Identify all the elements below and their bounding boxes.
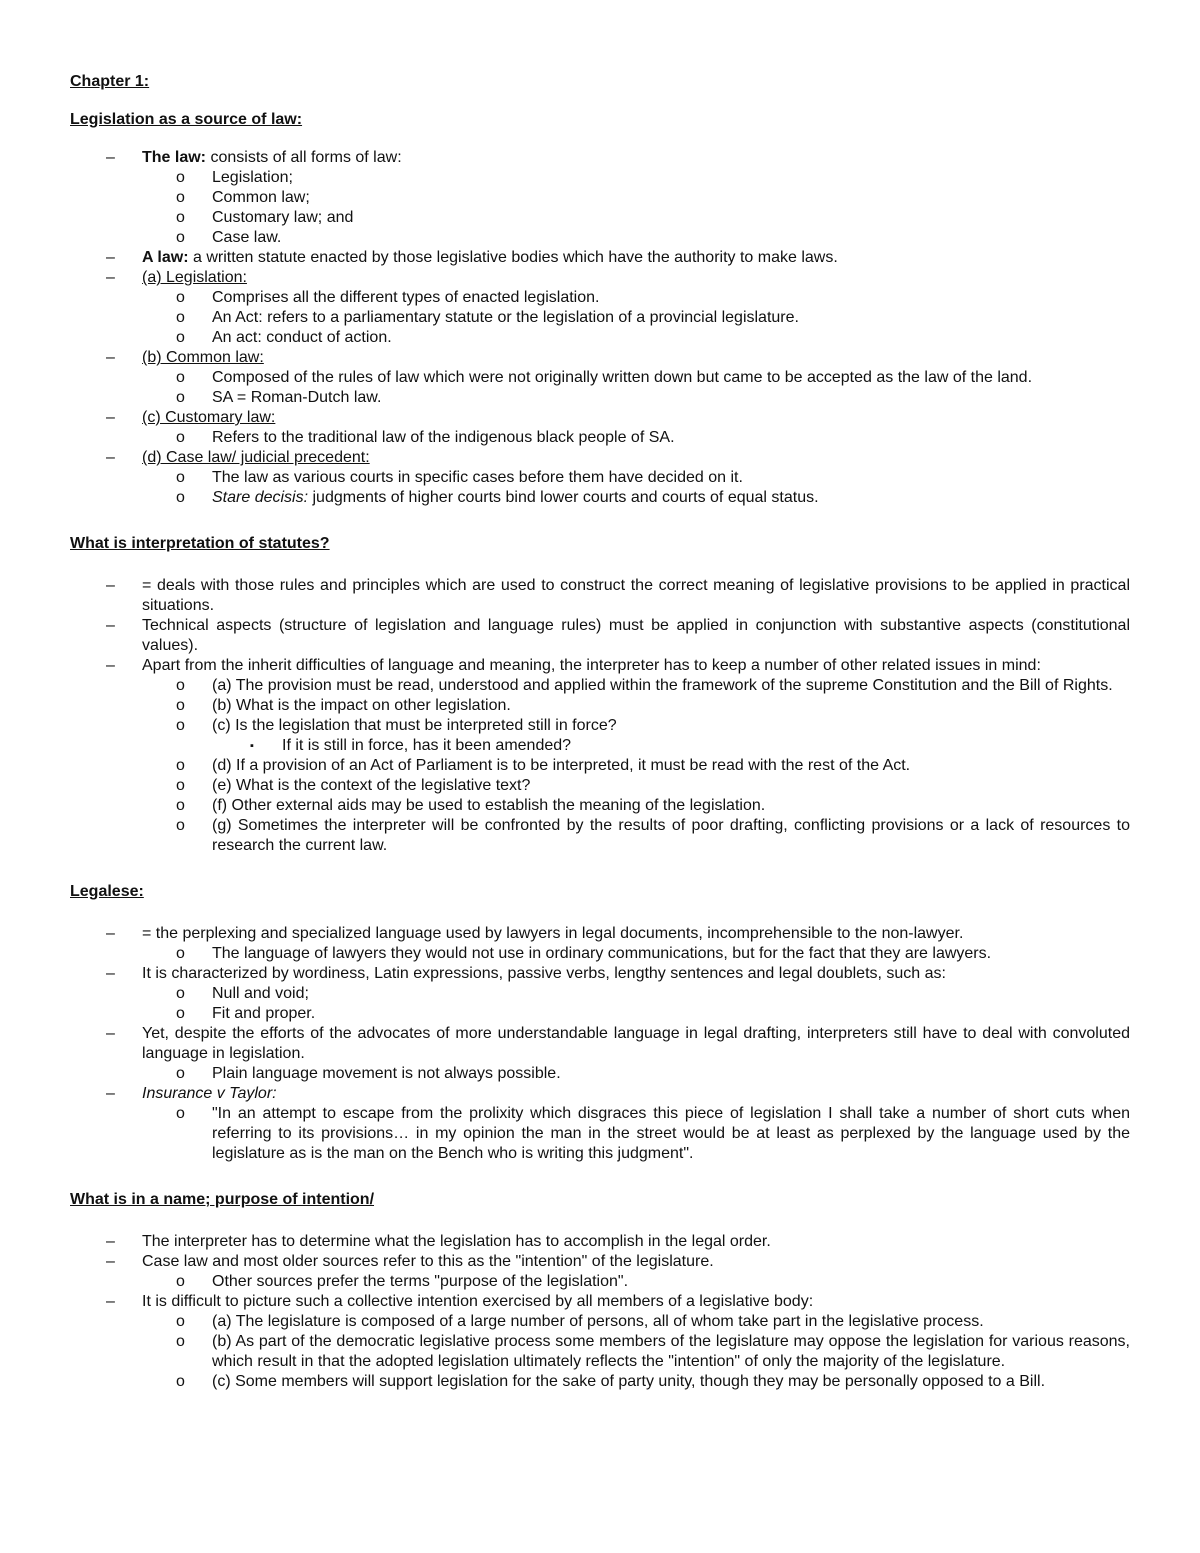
dash-bullet-icon: – xyxy=(106,925,115,942)
item-text: Case law. xyxy=(212,229,282,246)
circle-bullet-icon: o xyxy=(176,189,185,206)
sub-bullet-item xyxy=(70,228,1130,248)
item-text: (e) What is the context of the legislative text? xyxy=(212,777,531,794)
circle-bullet-icon: o xyxy=(176,229,185,246)
section-heading: Legalese: xyxy=(70,883,144,900)
item-text: consists of all forms of law: xyxy=(206,149,402,166)
bullet-item xyxy=(70,964,1130,984)
spacer xyxy=(70,1210,1130,1232)
bullet-item xyxy=(70,576,1130,616)
case-name: Insurance v Taylor: xyxy=(142,1085,277,1102)
item-text: (c) Some members will support legislation for the sake of party unity, though they may be personally opposed to a Bill. xyxy=(212,1373,1046,1390)
document-page xyxy=(70,72,1130,1392)
dash-bullet-icon: – xyxy=(106,1085,115,1102)
item-text: (f) Other external aids may be used to establish the meaning of the legislation. xyxy=(212,797,766,814)
sub-bullet-item xyxy=(70,1064,1130,1084)
circle-bullet-icon: o xyxy=(176,369,185,386)
subheading-label: (a) Legislation: xyxy=(142,269,247,286)
bullet-item xyxy=(70,448,1130,468)
sub-bullet-item xyxy=(70,696,1130,716)
item-text: An act: conduct of action. xyxy=(212,329,392,346)
sub-bullet-item xyxy=(70,1104,1130,1164)
section-heading: Legislation as a source of law: xyxy=(70,111,303,128)
sub-bullet-item xyxy=(70,676,1130,696)
dash-bullet-icon: – xyxy=(106,657,115,674)
circle-bullet-icon: o xyxy=(176,1005,185,1022)
sub-bullet-item xyxy=(70,368,1130,388)
sub-bullet-item xyxy=(70,208,1130,228)
item-text: = the perplexing and specialized language used by lawyers in legal documents, incomprehensible to the non-lawyer. xyxy=(142,925,964,942)
circle-bullet-icon: o xyxy=(176,945,185,962)
circle-bullet-icon: o xyxy=(176,1333,185,1350)
section-heading: What is in a name; purpose of intention/ xyxy=(70,1191,375,1208)
bullet-item xyxy=(70,248,1130,268)
subheading-label: (d) Case law/ judicial precedent: xyxy=(142,449,370,466)
sub-bullet-item xyxy=(70,716,1130,736)
circle-bullet-icon: o xyxy=(176,1273,185,1290)
circle-bullet-icon: o xyxy=(176,1373,185,1390)
square-bullet-icon: ▪ xyxy=(250,740,254,752)
dash-bullet-icon: – xyxy=(106,577,115,594)
bullet-item xyxy=(70,616,1130,656)
sub-bullet-item xyxy=(70,1004,1130,1024)
item-text: It is difficult to picture such a collective intention exercised by all members of a legislative body: xyxy=(142,1293,814,1310)
bullet-item xyxy=(70,268,1130,288)
item-text: = deals with those rules and principles which are used to construct the correct meaning of legislative provisions to be applied in practical situations. xyxy=(142,577,1130,614)
sub-bullet-item xyxy=(70,188,1130,208)
sub-bullet-item xyxy=(70,756,1130,776)
circle-bullet-icon: o xyxy=(176,697,185,714)
item-text: Other sources prefer the terms "purpose of the legislation". xyxy=(212,1273,629,1290)
sub-bullet-item xyxy=(70,1272,1130,1292)
item-text: Customary law; and xyxy=(212,209,354,226)
spacer xyxy=(70,902,1130,924)
sub-bullet-item xyxy=(70,944,1130,964)
spacer xyxy=(70,554,1130,576)
bullet-item xyxy=(70,1292,1130,1312)
item-text: Case law and most older sources refer to this as the "intention" of the legislature. xyxy=(142,1253,714,1270)
item-text: judgments of higher courts bind lower courts and courts of equal status. xyxy=(308,489,819,506)
sub-bullet-item xyxy=(70,488,1130,508)
chapter-title: Chapter 1: xyxy=(70,73,150,90)
item-text: (d) If a provision of an Act of Parliament is to be interpreted, it must be read with the rest of the Act. xyxy=(212,757,911,774)
spacer xyxy=(70,130,1130,148)
item-text: Fit and proper. xyxy=(212,1005,316,1022)
dash-bullet-icon: – xyxy=(106,249,115,266)
item-text: An Act: refers to a parliamentary statute or the legislation of a provincial legislature. xyxy=(212,309,799,326)
section-heading: What is interpretation of statutes? xyxy=(70,535,330,552)
item-text: The interpreter has to determine what the legislation has to accomplish in the legal order. xyxy=(142,1233,771,1250)
item-text: (b) As part of the democratic legislative process some members of the legislature may oppose the legislation for various reasons, which result in that the adopted legislation ultimately reflects the "intention" of only the majority of the legislature. xyxy=(212,1333,1130,1370)
item-text: The language of lawyers they would not use in ordinary communications, but for the fact that they are lawyers. xyxy=(212,945,992,962)
item-text: Refers to the traditional law of the indigenous black people of SA. xyxy=(212,429,675,446)
sub-bullet-item xyxy=(70,984,1130,1004)
circle-bullet-icon: o xyxy=(176,469,185,486)
circle-bullet-icon: o xyxy=(176,985,185,1002)
circle-bullet-icon: o xyxy=(176,717,185,734)
sub-bullet-item xyxy=(70,328,1130,348)
sub-bullet-item xyxy=(70,388,1130,408)
item-text: Composed of the rules of law which were not originally written down but came to be accepted as the law of the land. xyxy=(212,369,1033,386)
dash-bullet-icon: – xyxy=(106,1233,115,1250)
circle-bullet-icon: o xyxy=(176,309,185,326)
item-text: If it is still in force, has it been amended? xyxy=(282,737,572,754)
spacer xyxy=(70,508,1130,534)
bullet-item xyxy=(70,924,1130,944)
dash-bullet-icon: – xyxy=(106,1253,115,1270)
term-label: A law: xyxy=(142,249,189,266)
sub-bullet-item xyxy=(70,776,1130,796)
term-label: The law: xyxy=(142,149,207,166)
subheading-label: (c) Customary law: xyxy=(142,409,276,426)
circle-bullet-icon: o xyxy=(176,777,185,794)
circle-bullet-icon: o xyxy=(176,289,185,306)
item-text: Apart from the inherit difficulties of language and meaning, the interpreter has to keep a number of other related issues in mind: xyxy=(142,657,1041,674)
circle-bullet-icon: o xyxy=(176,209,185,226)
item-text: Plain language movement is not always possible. xyxy=(212,1065,561,1082)
item-text: Null and void; xyxy=(212,985,309,1002)
item-text: The law as various courts in specific cases before them have decided on it. xyxy=(212,469,743,486)
bullet-item xyxy=(70,348,1130,368)
bullet-item xyxy=(70,1084,1130,1104)
item-text: (b) What is the impact on other legislation. xyxy=(212,697,511,714)
circle-bullet-icon: o xyxy=(176,677,185,694)
sub-bullet-item xyxy=(70,816,1130,856)
item-text: It is characterized by wordiness, Latin expressions, passive verbs, lengthy sentences and legal doublets, such as: xyxy=(142,965,946,982)
sub-bullet-item xyxy=(70,796,1130,816)
item-text: (a) The legislature is composed of a large number of persons, all of whom take part in the legislative process. xyxy=(212,1313,984,1330)
circle-bullet-icon: o xyxy=(176,1105,185,1122)
bullet-item xyxy=(70,656,1130,676)
item-text: (a) The provision must be read, understood and applied within the framework of the supreme Constitution and the Bill of Rights. xyxy=(212,677,1113,694)
dash-bullet-icon: – xyxy=(106,1293,115,1310)
dash-bullet-icon: – xyxy=(106,449,115,466)
bullet-item xyxy=(70,408,1130,428)
dash-bullet-icon: – xyxy=(106,965,115,982)
item-text: SA = Roman-Dutch law. xyxy=(212,389,382,406)
dash-bullet-icon: – xyxy=(106,617,115,634)
circle-bullet-icon: o xyxy=(176,389,185,406)
item-text: "In an attempt to escape from the prolixity which disgraces this piece of legislation I shall take a number of short cuts when referring to its provisions… in my opinion the man in the street would be at least as perplexed by the language used by the legislature as is the man on the Bench who is writing this judgment". xyxy=(212,1105,1130,1162)
spacer xyxy=(70,856,1130,882)
bullet-item xyxy=(70,1252,1130,1272)
sub-bullet-item xyxy=(70,428,1130,448)
circle-bullet-icon: o xyxy=(176,1065,185,1082)
circle-bullet-icon: o xyxy=(176,489,185,506)
sub-bullet-item xyxy=(70,168,1130,188)
item-text: Common law; xyxy=(212,189,310,206)
sub-bullet-item xyxy=(70,468,1130,488)
dash-bullet-icon: – xyxy=(106,349,115,366)
subheading-label: (b) Common law: xyxy=(142,349,264,366)
dash-bullet-icon: – xyxy=(106,1025,115,1042)
sub-bullet-item xyxy=(70,308,1130,328)
sub-bullet-item xyxy=(70,1372,1130,1392)
item-text: (c) Is the legislation that must be interpreted still in force? xyxy=(212,717,617,734)
spacer xyxy=(70,92,1130,110)
bullet-item xyxy=(70,1232,1130,1252)
sub-bullet-item xyxy=(70,288,1130,308)
sub-bullet-item xyxy=(70,1332,1130,1372)
circle-bullet-icon: o xyxy=(176,429,185,446)
item-text: Comprises all the different types of enacted legislation. xyxy=(212,289,600,306)
circle-bullet-icon: o xyxy=(176,329,185,346)
item-text: Technical aspects (structure of legislation and language rules) must be applied in conjunction with substantive aspects (constitutional values). xyxy=(142,617,1130,654)
item-text: Yet, despite the efforts of the advocates of more understandable language in legal drafting, interpreters still have to deal with convoluted language in legislation. xyxy=(142,1025,1130,1062)
case-name: Stare decisis: xyxy=(212,489,309,506)
sub-sub-bullet-item xyxy=(70,736,1130,756)
bullet-item xyxy=(70,148,1130,168)
item-text: a written statute enacted by those legislative bodies which have the authority to make laws. xyxy=(188,249,838,266)
circle-bullet-icon: o xyxy=(176,1313,185,1330)
spacer xyxy=(70,1164,1130,1190)
item-text: Legislation; xyxy=(212,169,293,186)
dash-bullet-icon: – xyxy=(106,409,115,426)
circle-bullet-icon: o xyxy=(176,169,185,186)
circle-bullet-icon: o xyxy=(176,797,185,814)
dash-bullet-icon: – xyxy=(106,149,115,166)
dash-bullet-icon: – xyxy=(106,269,115,286)
circle-bullet-icon: o xyxy=(176,757,185,774)
circle-bullet-icon: o xyxy=(176,817,185,834)
bullet-item xyxy=(70,1024,1130,1064)
item-text: (g) Sometimes the interpreter will be confronted by the results of poor drafting, conflicting provisions or a lack of resources to research the current law. xyxy=(212,817,1130,854)
sub-bullet-item xyxy=(70,1312,1130,1332)
